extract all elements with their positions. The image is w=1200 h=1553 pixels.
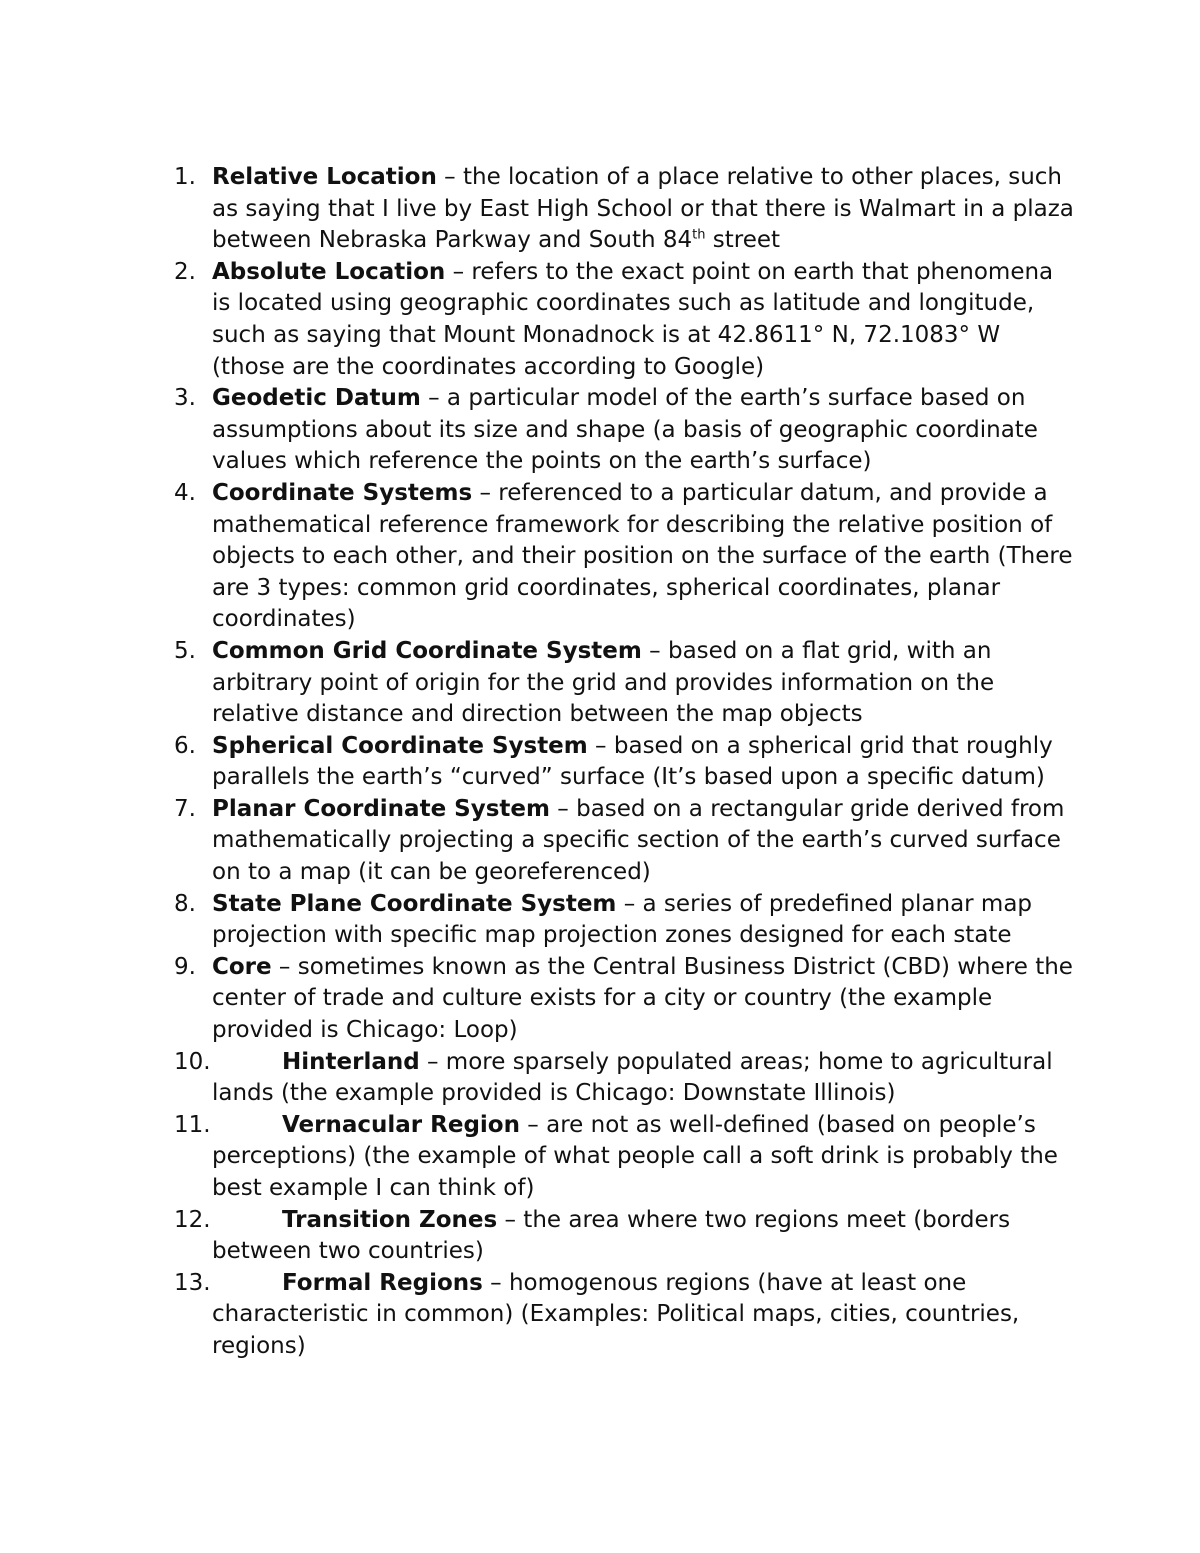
item-number: 12. [174, 1206, 211, 1233]
item-term: Spherical Coordinate System [212, 732, 588, 759]
list-item [174, 889, 1074, 952]
item-definition-end: street [705, 227, 781, 254]
item-number: 5. [174, 637, 196, 664]
item-body [212, 257, 1074, 383]
item-term: Formal Regions [282, 1269, 483, 1296]
item-number: 9. [174, 953, 196, 980]
list-item [174, 952, 1074, 1047]
item-definition: – a particular model of the earth’s surface based on assumptions about its size and shape (a basis of geographic coordinate values which reference the points on the earth’s surface) [212, 385, 1038, 475]
item-definition: – more sparsely populated areas; home to agricultural lands (the example provided is Chicago: Downstate Illinois) [212, 1048, 1053, 1107]
item-term: Transition Zones [282, 1206, 498, 1233]
item-definition: – refers to the exact point on earth that phenomena is located using geographic coordinates such as latitude and longitude, such as saying that Mount Monadnock is at 42.8611° N, 72.1083° W (those are the coordinates according to Google) [212, 258, 1054, 380]
item-term: Vernacular Region [282, 1111, 520, 1138]
item-body [212, 162, 1074, 257]
list-item [174, 257, 1074, 383]
item-definition: – sometimes known as the Central Business District (CBD) where the center of trade and culture exists for a city or country (the example provided is Chicago: Loop) [212, 953, 1073, 1044]
item-term: Core [212, 953, 272, 980]
item-term: Absolute Location [212, 258, 446, 285]
item-number: 2. [174, 258, 196, 285]
item-term: Hinterland [282, 1048, 420, 1075]
item-definition: – referenced to a particular datum, and provide a mathematical reference framework for describing the relative position of objects to each other, and their position on the surface of the earth (There are 3 types: common grid coordinates, spherical coordinates, planar coordinates) [212, 479, 1073, 633]
item-definition: – based on a rectangular gride derived from mathematically projecting a specific section of the earth’s curved surface on to a map (it can be georeferenced) [212, 795, 1065, 886]
list-item [174, 478, 1074, 636]
list-item [174, 383, 1074, 478]
item-body [212, 1268, 1074, 1363]
item-term: Relative Location [212, 164, 437, 190]
item-definition: – the location of a place relative to other places, such as saying that I live by East High School or that there is Walmart in a plaza between Nebraska Parkway and South 84 [212, 164, 1074, 254]
item-body [212, 478, 1074, 636]
item-number: 11. [174, 1111, 211, 1138]
item-definition: – are not as well-defined (based on people’s perceptions) (the example of what people call a soft drink is probably the best example I can think of) [212, 1111, 1058, 1201]
item-body [212, 1205, 1074, 1268]
item-body [212, 636, 1074, 731]
item-body [212, 794, 1074, 889]
item-number: 7. [174, 795, 196, 822]
item-term: Geodetic Datum [212, 385, 421, 412]
item-body [212, 731, 1074, 794]
item-body [212, 952, 1074, 1047]
list-item [174, 162, 1074, 257]
list-item [174, 1047, 1074, 1110]
item-body [212, 383, 1074, 478]
item-definition: – the area where two regions meet (borders between two countries) [212, 1206, 1011, 1265]
item-definition: – a series of predefined planar map projection with specific map projection zones designed for each state [212, 890, 1033, 949]
list-item [174, 731, 1074, 794]
item-number: 1. [174, 164, 196, 190]
item-term: Planar Coordinate System [212, 795, 550, 822]
definitions-list [174, 162, 1074, 1363]
list-item [174, 1110, 1074, 1205]
item-definition: – based on a spherical grid that roughly parallels the earth’s “curved” surface (It’s based upon a specific datum) [212, 732, 1053, 791]
item-number: 4. [174, 479, 196, 506]
item-number: 6. [174, 732, 196, 759]
item-term: State Plane Coordinate System [212, 890, 617, 917]
item-number: 3. [174, 385, 196, 412]
item-body [212, 1110, 1074, 1205]
item-body [212, 1047, 1074, 1110]
item-term: Common Grid Coordinate System [212, 637, 642, 664]
item-definition: – homogenous regions (have at least one characteristic in common) (Examples: Political maps, cities, countries, regions) [212, 1269, 1020, 1359]
item-number: 8. [174, 890, 196, 917]
item-term: Coordinate Systems [212, 479, 473, 506]
item-number: 13. [174, 1269, 211, 1296]
item-definition: – based on a flat grid, with an arbitrary point of origin for the grid and provides information on the relative distance and direction between the map objects [212, 637, 995, 728]
list-item [174, 1268, 1074, 1363]
item-number: 10. [174, 1048, 211, 1075]
list-item [174, 1205, 1074, 1268]
list-item [174, 636, 1074, 731]
ordinal-superscript: th [692, 227, 706, 243]
item-body [212, 889, 1074, 952]
list-item [174, 794, 1074, 889]
